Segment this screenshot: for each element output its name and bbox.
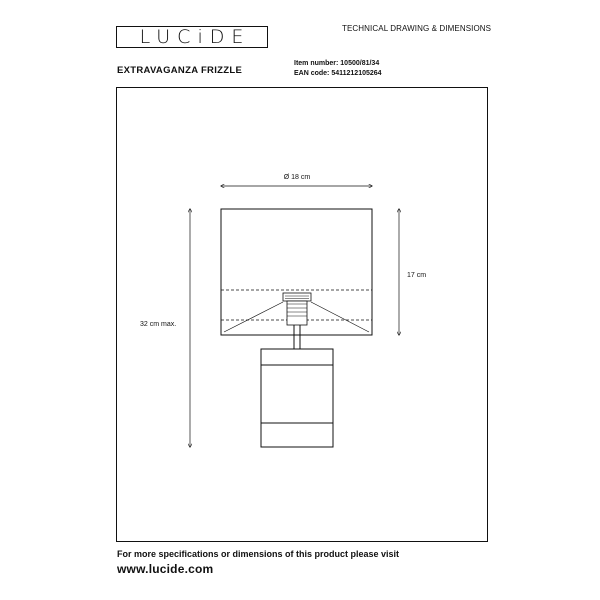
- lamp-base: [261, 349, 333, 447]
- product-name: EXTRAVAGANZA FRIZZLE: [117, 65, 243, 76]
- lamp-stem: [294, 325, 300, 349]
- total-height-label: 32 cm max.: [140, 321, 177, 328]
- diameter-dimension: [221, 174, 372, 186]
- ean-code: EAN code: 5411212105264: [294, 70, 382, 77]
- shade-height-label: 17 cm: [407, 272, 427, 279]
- shade-height-dimension: [399, 209, 426, 335]
- total-height-dimension: [140, 209, 190, 447]
- document-type-label: TECHNICAL DRAWING & DIMENSIONS: [342, 24, 492, 33]
- footer-text: For more specifications or dimensions of this product please visit: [117, 549, 400, 559]
- website-link[interactable]: www.lucide.com: [117, 562, 214, 576]
- logo-text: LUCiDE: [139, 26, 251, 48]
- diameter-label: Ø 18 cm: [283, 174, 311, 181]
- item-number: Item number: 10500/81/34: [294, 60, 380, 67]
- lamp-socket: [283, 293, 311, 325]
